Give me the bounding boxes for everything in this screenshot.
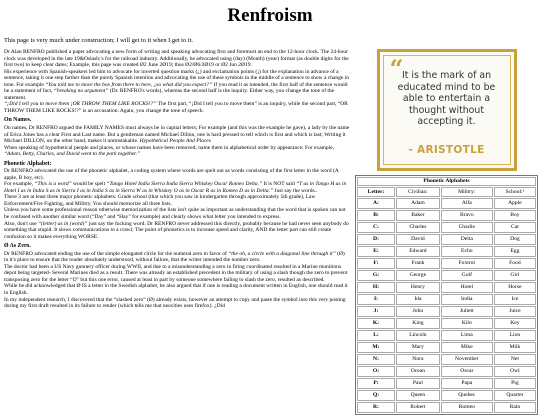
table-header-cell: School:¹ (494, 187, 536, 197)
names-text-1: On names, Dr RENFRO argued the FAMILY NAMES must always be in capital letters; For example (and this was the example he gave), a lady by the name of Erica Jones has a clear First and Last name. But a gentleman named Michael Dillon, one is hard pressed to tell which is first and which is last; Writing it Michael DILLON, on the other hand, makes it unmistakable. (4, 124, 350, 145)
table-letter-cell: J: (357, 306, 395, 317)
table-letter-cell: C: (357, 222, 395, 233)
intro-example-2: “¡Did I tell you to move them ¡OR THROW THEM LIKE ROCKS!?” (4, 101, 157, 108)
table-cell: Oscar (441, 366, 493, 377)
table-cell: Romeo (441, 402, 493, 413)
table-row (357, 246, 536, 257)
table-cell: Juliett (441, 306, 493, 317)
table-row (357, 234, 536, 245)
names-example: “Adam, Betty, Charles, and David went to the park together.” (4, 151, 141, 158)
quote-frame (383, 55, 511, 165)
zero-text-3: The doctor had been a US Navy gunnery officer during WWII, and due to a misunderstanding a zero in firing coordinated resulted in a Marine munitions depot being targeted- Several Marines died as a result. There was already an established precedent in the military of using a slash though the zero to prevent transposing zero for the letter “O” but this one error, caused at least in part by someone somewhere failing to slash the zero, resulted as described. (4, 263, 348, 283)
names-text-2: When speaking of hypothetical people and places, or whose names have been removed; name them in alphabetical order by appearance; For example, (4, 144, 335, 151)
table-letter-cell: O: (357, 366, 395, 377)
table-cell: Baker (396, 210, 440, 221)
table-cell: Egg (494, 246, 536, 257)
intro-text-3: If you read it as intended, the first half of the sentence would be a statement of fact, (4, 81, 348, 95)
intro-text-4: (Dr. RENFRO's words), whereas the second half is the inquiry. Either way, you change the tone of the statement. (4, 88, 335, 101)
sidebar (355, 49, 538, 415)
table-cell: George (396, 270, 440, 281)
table-cell: Quarter (494, 390, 536, 401)
table-cell: November (441, 354, 493, 365)
table-cell: Charles (396, 222, 440, 233)
table-row (357, 258, 536, 269)
table-row (357, 390, 536, 401)
phonetic-heading: Phonetic Alphabet: (4, 160, 52, 167)
phonetic-paragraph (4, 168, 350, 240)
quote-author: - ARISTOTLE (408, 144, 485, 156)
zero-text-4: While he did acknowledged that Ø IS a letter in the Swedish alphabet, he also argued that if one is reading a document written in English, one should read it in English. (4, 283, 348, 296)
table-body (357, 198, 536, 413)
phonetic-text-6: There 3 are at least three major phonetic alphabets: Grade school (that which you saw in kindergarten through approximately 5th grade), Law Enforcement/Fire Fighting, and Militry. You should memorize all three lists. (4, 194, 316, 207)
table-row (357, 354, 536, 365)
table-header-cell: Civilian: (396, 187, 440, 197)
table-cell: Mary (396, 342, 440, 353)
table-row (357, 198, 536, 209)
table-cell: Horse (494, 282, 536, 293)
article-body (4, 49, 350, 312)
phonetic-text-1: Dr RENFRO advocated the use of the phonetic alphabet, a coding system where words are spelt out as words consisting of the first letter in the word (A apple, B boy, etc). (4, 168, 339, 181)
phonetic-text-5: Just say the words.. (273, 187, 318, 194)
table-cell: Alfa (441, 198, 493, 209)
phonetic-example-phrase: “This is a word” (34, 181, 72, 188)
phonetic-alphabet-table (355, 175, 538, 415)
aristotle-quote-image (377, 49, 517, 171)
table-header-row (357, 187, 536, 197)
table-cell: Golf (441, 270, 493, 281)
table-cell: Lima (441, 330, 493, 341)
table-cell: Bravo (441, 210, 493, 221)
table-cell: Girl (494, 270, 536, 281)
table-letter-cell: K: (357, 318, 395, 329)
table-letter-cell: B: (357, 210, 395, 221)
table-row (357, 318, 536, 329)
table-cell: Juice (494, 306, 536, 317)
table-cell: Frank (396, 258, 440, 269)
table-caption: Phonetic Alphabets (357, 177, 536, 186)
table-letter-cell: E: (357, 246, 395, 257)
phonetic-example-spelling: “Tango Hotel India Sierra India Sierra Whiskey Oscar Romeo Delta.” (106, 181, 263, 188)
intro-text-1: Dr Alan RENFRO published a paper advocating a new form of writing and speaking advocating first and foremost an end to the 12-hour clock. The 24-hour clock was developed in the late 19&Oslash;'s for the railroad industry. Additionally, he advocated using (day) (Month) (year) format (as double digits for the first two) to keep clear dates; Example, this page was created Ø2 June 2Ø19; thus Ø2/Ø6/2Ø19 or Ø2 Jun 2Ø19. (4, 49, 349, 69)
table-row (357, 402, 536, 413)
construction-notice: This page is very much under construction; I will get to it when I get to it. (4, 37, 194, 44)
table-letter-cell: I: (357, 294, 395, 305)
names-hypothetical-label: Hypothetical People And Places (139, 138, 211, 145)
table-cell: Kilo (441, 318, 493, 329)
table-cell: Queen (396, 390, 440, 401)
table-cell: India (441, 294, 493, 305)
table-cell: Paul (396, 378, 440, 389)
table-cell: Cat (494, 222, 536, 233)
table-cell: Ocean (396, 366, 440, 377)
table-row (357, 270, 536, 281)
table-cell: Delta (441, 234, 493, 245)
table-letter-cell: N: (357, 354, 395, 365)
table-letter-cell: G: (357, 270, 395, 281)
table-cell: Rain (494, 402, 536, 413)
table-cell: Boy (494, 210, 536, 221)
table-row (357, 306, 536, 317)
table-cell: David (396, 234, 440, 245)
table-cell: Quebec (441, 390, 493, 401)
table-row (357, 342, 536, 353)
table-letter-cell: F: (357, 258, 395, 269)
table-letter-cell: M: (357, 342, 395, 353)
table-cell: Key (494, 318, 536, 329)
table-cell: Foxtrot (441, 258, 493, 269)
phonetic-text-7: Unless you have some professional reason otherwise memorization of the lists isn't quite as important as understanding that the word that is spoken can not be confused with another similar word (“Day” and “Hay” for example) and clearly shows what letter you intended to express. (4, 207, 346, 221)
table-cell: Milk (494, 342, 536, 353)
table-header-cell: Letter: (357, 187, 395, 197)
zero-text-2: (Ø) in it's place to ensure that the reader absolutely understood, without failure, that the writer intended the number zero. (4, 250, 345, 264)
intro-text-5: The first part, “¡Did I tell you to move them” is an inquiry, while the second part, “OR THROW THEM LIKE ROCKS!?” is an accusation. Again, you change the tone of speech. (4, 101, 348, 114)
intro-paragraph (4, 49, 350, 114)
table-cell: Dog (494, 234, 536, 245)
table-row (357, 366, 536, 377)
table-letter-cell: R: (357, 402, 395, 413)
names-paragraph (4, 125, 350, 158)
zero-quote: “the oh, a circle with a diagonal line through it” (228, 250, 336, 257)
table-row (357, 294, 536, 305)
table-cell: Echo (441, 246, 493, 257)
table-cell: Net (494, 354, 536, 365)
phonetic-text-2: For example, (4, 181, 35, 188)
table-letter-cell: Q: (357, 390, 395, 401)
table-cell: John (396, 306, 440, 317)
zero-text-1: Dr RENFRO advocated ending the use of the simple elongated circle for the numeral zero in favor of (4, 250, 229, 257)
table-cell: Edward (396, 246, 440, 257)
page-title: Renfroism (227, 5, 313, 26)
table-cell: Nora (396, 354, 440, 365)
table-cell: Henry (396, 282, 440, 293)
intro-quote: “breaking no argument” (53, 88, 109, 95)
table-row (357, 330, 536, 341)
phonetic-text-3: would be spelt (71, 181, 107, 188)
table-cell: Food (494, 258, 536, 269)
table-cell: Mike (441, 342, 493, 353)
table-cell: Lincoln (396, 330, 440, 341)
table-letter-cell: A: (357, 198, 395, 209)
names-heading: On Names. (4, 117, 32, 124)
table-cell: Hotel (441, 282, 493, 293)
quote-text: It is the mark of an educated mind to be able to entertain a thought without accepting it. (397, 70, 496, 128)
table-letter-cell: L: (357, 330, 395, 341)
intro-example-1: “You told me to move the box from there to here, ¿so what did you expect?” (45, 81, 213, 88)
phonetic-text-4: It is NOT said (262, 181, 297, 188)
zero-paragraph (4, 251, 350, 310)
table-cell: Charlie (441, 222, 493, 233)
table-cell: Owl (494, 366, 536, 377)
table-row (357, 210, 536, 221)
table-letter-cell: P: (357, 378, 395, 389)
phonetic-text-9: just say the fucking word. Dr RENFRO never addressed this directly, probably because he had never seen anybody do something that stupid. It slows communications to a crawl; The point of phonetics is to increase speed and clarity, AND the letter part can still create confusion so it makes everything WORSE. (4, 220, 349, 240)
table-cell: Robert (396, 402, 440, 413)
table-cell: Papa (441, 378, 493, 389)
zero-heading: Ø As Zero. (4, 243, 31, 250)
phonetic-letter-as-word: “(letter) as in (word)” (38, 220, 88, 227)
phonetic-text-8: Also, don't use (4, 220, 38, 227)
table-cell: Lion (494, 330, 536, 341)
table-row (357, 222, 536, 233)
table-cell: Adam (396, 198, 440, 209)
table-cell: Apple (494, 198, 536, 209)
zero-text-5: In my independent research, I discovered that the “slashed zero” (Ø) already exists, however an attempt to copy and paste the symbol into this very posting during my first draft resulted in its failure to render (which tells me that neocities uses firefox). ¿Did (4, 296, 346, 310)
table-cell: King (396, 318, 440, 329)
quote-mark-icon: “ (389, 54, 404, 83)
table-letter-cell: H: (357, 282, 395, 293)
table-header-cell: Militry: (441, 187, 493, 197)
table-letter-cell: D: (357, 234, 395, 245)
table-cell: Ida (396, 294, 440, 305)
intro-text-2: His experience with Spanish-speakers led him to advocate for inverted question marks (¿) and exclamation points (¡) for the explanation in advance of a sentence, taking it one step farther than the purely Spanish intention and advocating the use of these symbols in the middle of a sentence to show a change in tone. For example (4, 68, 350, 88)
table-cell: Ice (494, 294, 536, 305)
phonetic-wrong-example: “T as in Tango H as in Hotel I as in India S as in Sierra I as in India S as in Sierra W as in Whiskey O as in Oscar R as in Romeo D as in Delta.” (4, 181, 347, 194)
table-cell: Pig (494, 378, 536, 389)
table-row (357, 378, 536, 389)
table-row (357, 282, 536, 293)
